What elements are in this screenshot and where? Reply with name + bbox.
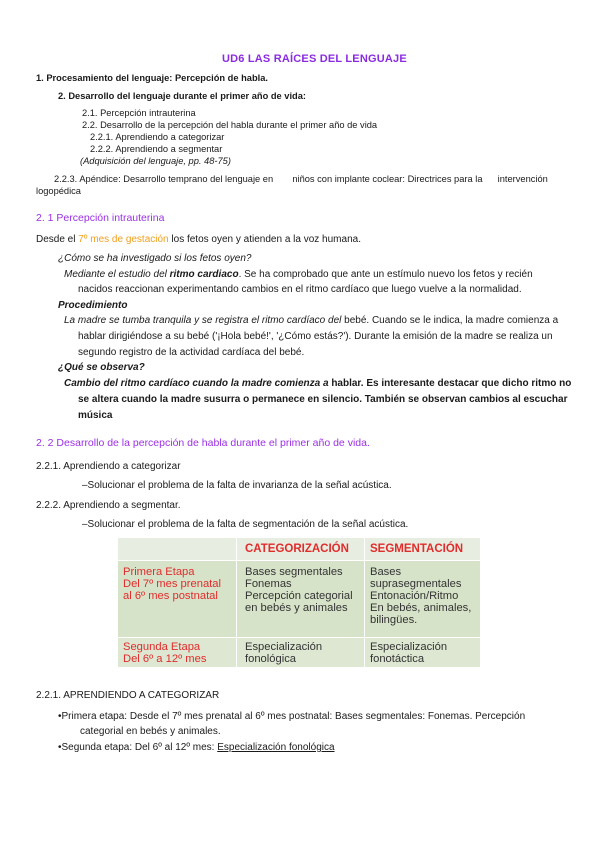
table-header-categorizacion: CATEGORIZACIÓN bbox=[245, 543, 349, 555]
toc-item-1: 1. Procesamiento del lenguaje: Percepción de habla. bbox=[36, 73, 268, 83]
answer-1-line-1 bbox=[64, 268, 533, 281]
toc-item-2-2-1: 2.2.1. Aprendiendo a categorizar bbox=[90, 132, 225, 142]
observation-line-2: se altera cuando la madre susurra o permanece en silencio. También se observan cambios al escuchar bbox=[78, 394, 568, 405]
row-1-seg-line: suprasegmentales bbox=[370, 578, 462, 590]
observation-bold-italic: Cambio del ritmo cardíaco cuando la madre comienza a bbox=[64, 378, 329, 389]
intro-text-b: los fetos oyen y atienden a la voz humana. bbox=[171, 234, 361, 245]
row-1-label-line: Primera Etapa bbox=[123, 566, 195, 578]
row-1-cat-line: Percepción categorial bbox=[245, 590, 353, 602]
observation-line-3: música bbox=[78, 410, 113, 421]
procedure-rest: bebé. Cuando se le indica, la madre comienza a bbox=[344, 315, 559, 326]
toc-reference: (Adquisición del lenguaje, pp. 48-75) bbox=[80, 156, 231, 166]
answer-1-bold-italic: ritmo cardiaco bbox=[169, 269, 239, 280]
bullet-1-line-1: •Primera etapa: Desde el 7º mes prenatal al 6º mes postnatal: Bases segmentales: Fonemas. Percepción bbox=[58, 711, 526, 722]
toc-item-2-2-2: 2.2.2. Aprendiendo a segmentar bbox=[90, 144, 223, 154]
subsection-2-2-1: 2.2.1. Aprendiendo a categorizar bbox=[36, 461, 181, 472]
procedure-label: Procedimiento bbox=[58, 300, 128, 311]
table-divider bbox=[236, 538, 237, 667]
row-2-seg-line: Especialización bbox=[370, 641, 448, 653]
intro-text-a: Desde el bbox=[36, 234, 76, 245]
procedure-line-2: hablar dirigiéndose a su bebé ('¡Hola bebé!', '¿Cómo estás?'). Durante la emisión de la madre se realiza un bbox=[78, 331, 553, 342]
toc-item-2-2-3 bbox=[54, 173, 548, 185]
table-divider bbox=[118, 560, 480, 561]
row-1-seg-line: Bases bbox=[370, 566, 402, 578]
answer-1-italic: Mediante el estudio del bbox=[64, 269, 167, 280]
row-1-cat-line: en bebés y animales bbox=[245, 602, 348, 614]
section-2-2-heading: 2. 2 Desarrollo de la percepción de habla durante el primer año de vida. bbox=[36, 437, 370, 449]
bullet-1-line-2: categorial en bebés y animales. bbox=[80, 726, 221, 737]
table-divider bbox=[364, 538, 365, 667]
toc-item-2-2-3-part-a: 2.2.3. Apéndice: Desarrollo temprano del lenguaje en bbox=[54, 174, 274, 184]
procedure-line-3: segundo registro de la actividad cardíaca del bebé. bbox=[78, 347, 305, 358]
row-1-seg-line: En bebés, animales, bbox=[370, 602, 472, 614]
subsection-2-2-1-item: –Solucionar el problema de la falta de invarianza de la señal acústica. bbox=[82, 480, 392, 491]
section-2-2-1-heading: 2.2.1. APRENDIENDO A CATEGORIZAR bbox=[36, 690, 220, 701]
procedure-italic: La madre se tumba tranquila y se registra el ritmo cardíaco del bbox=[64, 315, 342, 326]
question-1: ¿Cómo se ha investigado si los fetos oyen? bbox=[58, 253, 252, 264]
row-1-cat-line: Bases segmentales bbox=[245, 566, 343, 578]
row-2-label-line: Del 6º a 12º mes bbox=[123, 653, 207, 665]
document-title: UD6 LAS RAÍCES DEL LENGUAJE bbox=[222, 53, 407, 65]
toc-item-2-2-3-part-b: niños con implante coclear: Directrices para la bbox=[292, 174, 483, 184]
subsection-2-2-2-item: –Solucionar el problema de la falta de segmentación de la señal acústica. bbox=[82, 519, 409, 530]
row-1-seg-line: Entonación/Ritmo bbox=[370, 590, 459, 602]
table-divider bbox=[118, 637, 480, 638]
table-header-segmentacion: SEGMENTACIÓN bbox=[370, 543, 464, 555]
row-1-seg-line: bilingües. bbox=[370, 614, 418, 626]
toc-item-2-2-3-cont: logopédica bbox=[36, 186, 81, 196]
section-2-1-intro bbox=[36, 233, 361, 246]
intro-highlight: 7º mes de gestación bbox=[78, 234, 169, 245]
observation-line-1 bbox=[64, 377, 571, 390]
bullet-2 bbox=[58, 741, 335, 754]
bullet-2-text: •Segunda etapa: Del 6º al 12º mes: bbox=[58, 742, 215, 753]
row-2-seg-line: fonotáctica bbox=[370, 653, 425, 665]
toc-item-2-2-3-part-c: intervención bbox=[497, 174, 548, 184]
row-2-cat-line: fonológica bbox=[245, 653, 297, 665]
question-2: ¿Qué se observa? bbox=[58, 362, 145, 373]
stages-table bbox=[118, 538, 480, 667]
toc-item-2: 2. Desarrollo del lenguaje durante el primer año de vida: bbox=[58, 91, 306, 101]
answer-1-rest: . Se ha comprobado que ante un estímulo nuevo los fetos y recién bbox=[238, 269, 533, 280]
toc-item-2-1: 2.1. Percepción intrauterina bbox=[82, 108, 196, 118]
toc-item-2-2: 2.2. Desarrollo de la percepción del habla durante el primer año de vida bbox=[82, 120, 378, 130]
row-1-label-line: al 6º mes postnatal bbox=[123, 590, 218, 602]
subsection-2-2-2: 2.2.2. Aprendiendo a segmentar. bbox=[36, 500, 181, 511]
answer-1-line-2: nacidos reaccionan experimentando cambios en el ritmo cardíaco que luego vuelve a la normalidad. bbox=[78, 284, 522, 295]
row-2-label-line: Segunda Etapa bbox=[123, 641, 201, 653]
procedure-line-1 bbox=[64, 314, 558, 327]
row-1-label-line: Del 7º mes prenatal bbox=[123, 578, 221, 590]
observation-bold: hablar. Es interesante destacar que dicho ritmo no bbox=[331, 378, 572, 389]
bullet-2-underlined: Especialización fonológica bbox=[217, 742, 335, 753]
row-2-cat-line: Especialización bbox=[245, 641, 323, 653]
row-1-cat-line: Fonemas bbox=[245, 578, 292, 590]
section-2-1-heading: 2. 1 Percepción intrauterina bbox=[36, 212, 165, 224]
